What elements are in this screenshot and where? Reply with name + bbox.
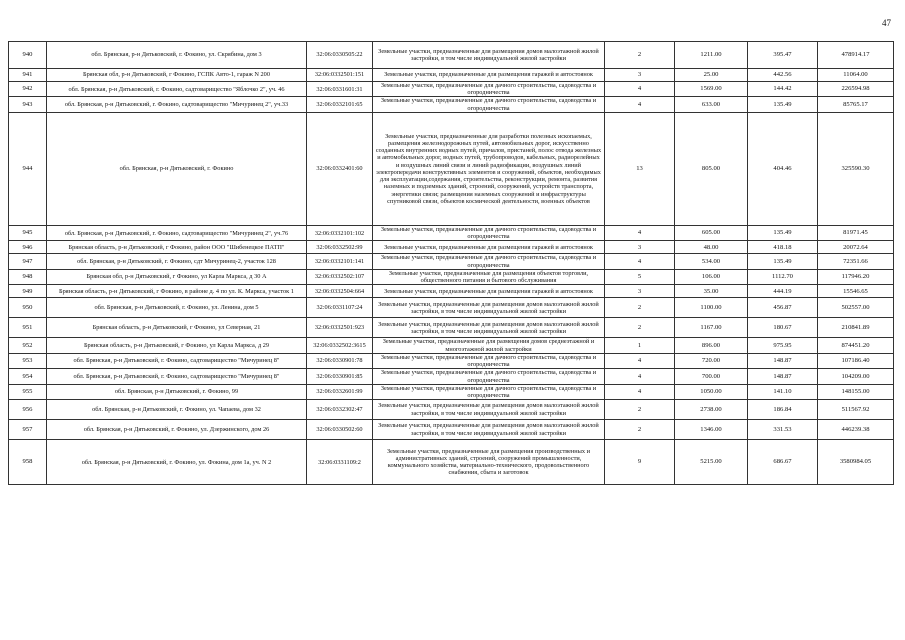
page-number: 47: [882, 18, 891, 28]
address-cell: обл. Брянская, р-н Дятьковский, г. Фокино: [47, 112, 307, 225]
row-number-cell: 958: [9, 440, 47, 485]
cadastral-number-cell: 32:06:0332101:65: [307, 97, 373, 112]
specific-value-cell: 1112.70: [748, 269, 818, 284]
area-cell: 1050.00: [675, 384, 748, 399]
cadastral-number-cell: 32:06:0332401:60: [307, 112, 373, 225]
row-number-cell: 942: [9, 82, 47, 97]
cadastral-value-cell: 874451.20: [818, 338, 894, 353]
cadastral-number-cell: 32:06:0332501:923: [307, 318, 373, 338]
area-cell: 896.00: [675, 338, 748, 353]
cadastral-value-cell: 511567.92: [818, 400, 894, 420]
land-use-cell: Земельные участки, предназначенные для размещения домов среднеэтажной и многоэтажной жилой застройки: [373, 338, 605, 353]
cadastral-number-cell: 32:06:0332502:3615: [307, 338, 373, 353]
table-row: [9, 97, 894, 112]
row-number-cell: 945: [9, 225, 47, 240]
land-use-cell: Земельные участки, предназначенные для размещения домов малоэтажной жилой застройки, в том числе индивидуальной жилой застройки: [373, 298, 605, 318]
specific-value-cell: 418.18: [748, 241, 818, 254]
cadastral-number-cell: 32:06:0332101:141: [307, 254, 373, 269]
address-cell: Брянская обл, р-н Дятьковский, г Фокино, ГСПК Авто-1, гараж N 200: [47, 69, 307, 82]
table-row: [9, 440, 894, 485]
table-row: [9, 112, 894, 225]
land-use-cell: Земельные участки, предназначенные для размещения гаражей и автостоянок: [373, 69, 605, 82]
specific-value-cell: 135.49: [748, 225, 818, 240]
specific-value-cell: 442.56: [748, 69, 818, 82]
table-row: [9, 338, 894, 353]
area-cell: 1569.00: [675, 82, 748, 97]
area-cell: 633.00: [675, 97, 748, 112]
address-cell: Брянская область, р-н Дятьковский, г Фокино, ул Северная, 21: [47, 318, 307, 338]
cadastral-number-cell: 32:06:0332502:99: [307, 241, 373, 254]
land-use-cell: Земельные участки, предназначенные для дачного строительства, садоводства и огородничества: [373, 82, 605, 97]
land-use-cell: Земельные участки, предназначенные для дачного строительства, садоводства и огородничества: [373, 97, 605, 112]
use-group-cell: 4: [605, 82, 675, 97]
use-group-cell: 2: [605, 400, 675, 420]
row-number-cell: 941: [9, 69, 47, 82]
table-row: [9, 298, 894, 318]
cadastral-value-cell: 81971.45: [818, 225, 894, 240]
row-number-cell: 953: [9, 353, 47, 368]
cadastral-value-cell: 226594.98: [818, 82, 894, 97]
table-row: [9, 384, 894, 399]
area-cell: 720.00: [675, 353, 748, 368]
row-number-cell: 950: [9, 298, 47, 318]
land-use-cell: Земельные участки, предназначенные для размещения гаражей и автостоянок: [373, 285, 605, 298]
table-row: [9, 400, 894, 420]
cadastral-value-cell: 85765.17: [818, 97, 894, 112]
land-use-cell: Земельные участки, предназначенные для размещения домов малоэтажной жилой застройки, в том числе индивидуальной жилой застройки: [373, 42, 605, 69]
row-number-cell: 944: [9, 112, 47, 225]
area-cell: 1346.00: [675, 420, 748, 440]
specific-value-cell: 456.87: [748, 298, 818, 318]
table-row: [9, 42, 894, 69]
row-number-cell: 946: [9, 241, 47, 254]
cadastral-number-cell: 32:06:0332501:151: [307, 69, 373, 82]
land-use-cell: Земельные участки, предназначенные для дачного строительства, садоводства и огородничества: [373, 384, 605, 399]
address-cell: обл. Брянская, р-н Дятьковский, г. Фокино, садтоварищество "Мичуринец 8": [47, 353, 307, 368]
area-cell: 1100.00: [675, 298, 748, 318]
table-row: [9, 82, 894, 97]
address-cell: обл. Брянская, р-н Дятьковский, г. Фокино, садтоварищество "Мичуринец 8": [47, 369, 307, 384]
address-cell: Брянская область, р-н Дятьковский, г Фокино, в районе д. 4 по ул. К. Маркса, участок 1: [47, 285, 307, 298]
cadastral-value-table: [8, 41, 894, 485]
use-group-cell: 2: [605, 298, 675, 318]
use-group-cell: 4: [605, 254, 675, 269]
cadastral-number-cell: 32:06:0332601:99: [307, 384, 373, 399]
area-cell: 48.00: [675, 241, 748, 254]
area-cell: 5215.00: [675, 440, 748, 485]
specific-value-cell: 395.47: [748, 42, 818, 69]
row-number-cell: 951: [9, 318, 47, 338]
cadastral-value-cell: 210841.89: [818, 318, 894, 338]
row-number-cell: 940: [9, 42, 47, 69]
cadastral-value-cell: 478914.17: [818, 42, 894, 69]
land-use-cell: Земельные участки, предназначенные для размещения объектов торговли, общественного питания и бытового обслуживания: [373, 269, 605, 284]
land-use-cell: Земельные участки, предназначенные для дачного строительства, садоводства и огородничества: [373, 254, 605, 269]
cadastral-value-cell: 107186.40: [818, 353, 894, 368]
specific-value-cell: 686.67: [748, 440, 818, 485]
specific-value-cell: 186.84: [748, 400, 818, 420]
area-cell: 534.00: [675, 254, 748, 269]
area-cell: 35.00: [675, 285, 748, 298]
area-cell: 2738.00: [675, 400, 748, 420]
specific-value-cell: 331.53: [748, 420, 818, 440]
row-number-cell: 954: [9, 369, 47, 384]
table-body: [9, 42, 894, 485]
row-number-cell: 955: [9, 384, 47, 399]
cadastral-value-cell: 148155.00: [818, 384, 894, 399]
address-cell: обл. Брянская, р-н Дятьковский, г. Фокино, 99: [47, 384, 307, 399]
specific-value-cell: 148.87: [748, 369, 818, 384]
table-row: [9, 318, 894, 338]
use-group-cell: 3: [605, 241, 675, 254]
address-cell: Брянская область, р-н Дятьковский, г Фокино, ул Карла Маркса, д 29: [47, 338, 307, 353]
land-use-cell: Земельные участки, предназначенные для размещения производственных и административных зданий, строений, сооружений промышленности, коммунального хозяйства, материально-технического, продовольственного снабжения, сбыта и заготовок: [373, 440, 605, 485]
specific-value-cell: 148.87: [748, 353, 818, 368]
table-row: [9, 254, 894, 269]
address-cell: обл. Брянская, р-н Дятьковский, г. Фокино, ул. Скрябина, дом 3: [47, 42, 307, 69]
area-cell: 700.00: [675, 369, 748, 384]
address-cell: Брянская область, р-н Дятьковский, г Фокино, район ООО "Шибенецкое ПАТП": [47, 241, 307, 254]
land-use-cell: Земельные участки, предназначенные для размещения домов малоэтажной жилой застройки, в том числе индивидуальной жилой застройки: [373, 318, 605, 338]
cadastral-number-cell: 32:06:0330901:85: [307, 369, 373, 384]
cadastral-number-cell: 32:06:0332302:47: [307, 400, 373, 420]
cadastral-value-cell: 502557.00: [818, 298, 894, 318]
address-cell: обл. Брянская, р-н Дятьковский, г. Фокино, сдт Мичуринец-2, участок 128: [47, 254, 307, 269]
cadastral-value-cell: 3580984.05: [818, 440, 894, 485]
land-use-cell: Земельные участки, предназначенные для разработки полезных ископаемых, размещения железнодорожных путей, автомобильных дорог, искусственно созданных внутренних водных путей, причалов, пристаней, полос отвода железных и автомобильных дорог, водных путей, трубопроводов, кабельных, радиорелейных и воздушных линий связи и линий радиофикации, воздушных линий электропередачи конструктивных элементов и сооружений, объектов, необходимых для эксплуатации,содержания, строительства, реконструкции, ремонта, развития наземных и подземных зданий, строений, сооружений, устройств транспорта, энергетики связи; размещения наземных сооружений и инфраструктуры спутниковой связи, объектов космической деятельности, военных объектов: [373, 112, 605, 225]
cadastral-number-cell: 32:06:0330901:78: [307, 353, 373, 368]
area-cell: 25.00: [675, 69, 748, 82]
specific-value-cell: 141.10: [748, 384, 818, 399]
table-row: [9, 420, 894, 440]
table-row: [9, 241, 894, 254]
row-number-cell: 947: [9, 254, 47, 269]
table-row: [9, 69, 894, 82]
area-cell: 1167.00: [675, 318, 748, 338]
cadastral-value-cell: 72351.66: [818, 254, 894, 269]
address-cell: обл. Брянская, р-н Дятьковский, г. Фокино, ул. Фокина, дом 1а, уч. N 2: [47, 440, 307, 485]
specific-value-cell: 135.49: [748, 254, 818, 269]
table-row: [9, 269, 894, 284]
cadastral-value-cell: 15546.65: [818, 285, 894, 298]
address-cell: обл. Брянская, р-н Дятьковский, г. Фокино, садтоварищество "Мичуринец 2", уч.33: [47, 97, 307, 112]
cadastral-number-cell: 32:06:0330502:60: [307, 420, 373, 440]
area-cell: 106.00: [675, 269, 748, 284]
row-number-cell: 949: [9, 285, 47, 298]
use-group-cell: 4: [605, 384, 675, 399]
row-number-cell: 948: [9, 269, 47, 284]
use-group-cell: 4: [605, 97, 675, 112]
address-cell: обл. Брянская, р-н Дятьковский, г. Фокино, садтоварищество "Яблочко 2", уч. 46: [47, 82, 307, 97]
use-group-cell: 3: [605, 69, 675, 82]
cadastral-value-cell: 11064.00: [818, 69, 894, 82]
area-cell: 805.00: [675, 112, 748, 225]
land-use-cell: Земельные участки, предназначенные для дачного строительства, садоводства и огородничества: [373, 369, 605, 384]
land-use-cell: Земельные участки, предназначенные для дачного строительства, садоводства и огородничества: [373, 353, 605, 368]
address-cell: обл. Брянская, р-н Дятьковский, г. Фокино, садтоварищество "Мичуринец 2", уч.76: [47, 225, 307, 240]
cadastral-value-cell: 325590.30: [818, 112, 894, 225]
specific-value-cell: 975.95: [748, 338, 818, 353]
use-group-cell: 5: [605, 269, 675, 284]
cadastral-value-cell: 446239.38: [818, 420, 894, 440]
cadastral-number-cell: 32:06:0330505:22: [307, 42, 373, 69]
cadastral-number-cell: 32:06:0331601:31: [307, 82, 373, 97]
use-group-cell: 1: [605, 338, 675, 353]
use-group-cell: 3: [605, 285, 675, 298]
cadastral-number-cell: 32:06:0331107:24: [307, 298, 373, 318]
land-use-cell: Земельные участки, предназначенные для размещения домов малоэтажной жилой застройки, в том числе индивидуальной жилой застройки: [373, 400, 605, 420]
area-cell: 1211.00: [675, 42, 748, 69]
land-use-cell: Земельные участки, предназначенные для дачного строительства, садоводства и огородничества: [373, 225, 605, 240]
land-use-cell: Земельные участки, предназначенные для размещения домов малоэтажной жилой застройки, в том числе индивидуальной жилой застройки: [373, 420, 605, 440]
use-group-cell: 9: [605, 440, 675, 485]
use-group-cell: 4: [605, 225, 675, 240]
cadastral-number-cell: 32:06:0332101:102: [307, 225, 373, 240]
use-group-cell: 2: [605, 42, 675, 69]
address-cell: Брянская обл, р-н Дятьковский, г Фокино, ул Карла Маркса, д 30 А: [47, 269, 307, 284]
specific-value-cell: 144.42: [748, 82, 818, 97]
table-row: [9, 369, 894, 384]
use-group-cell: 2: [605, 318, 675, 338]
row-number-cell: 957: [9, 420, 47, 440]
area-cell: 605.00: [675, 225, 748, 240]
specific-value-cell: 404.46: [748, 112, 818, 225]
table-row: [9, 225, 894, 240]
land-use-cell: Земельные участки, предназначенные для размещения гаражей и автостоянок: [373, 241, 605, 254]
cadastral-number-cell: 32:06:0331109:2: [307, 440, 373, 485]
specific-value-cell: 135.49: [748, 97, 818, 112]
use-group-cell: 4: [605, 369, 675, 384]
table-row: [9, 285, 894, 298]
cadastral-value-cell: 117946.20: [818, 269, 894, 284]
address-cell: обл. Брянская, р-н Дятьковский, г. Фокино, ул. Дзержинского, дом 26: [47, 420, 307, 440]
table-row: [9, 353, 894, 368]
cadastral-value-cell: 20072.64: [818, 241, 894, 254]
use-group-cell: 4: [605, 353, 675, 368]
row-number-cell: 943: [9, 97, 47, 112]
address-cell: обл. Брянская, р-н Дятьковский, г. Фокино, ул. Чапаева, дом 32: [47, 400, 307, 420]
address-cell: обл. Брянская, р-н Дятьковский, г. Фокино, ул. Ленина, дом 5: [47, 298, 307, 318]
cadastral-number-cell: 32:06:0332504:664: [307, 285, 373, 298]
specific-value-cell: 180.67: [748, 318, 818, 338]
use-group-cell: 2: [605, 420, 675, 440]
row-number-cell: 952: [9, 338, 47, 353]
row-number-cell: 956: [9, 400, 47, 420]
use-group-cell: 13: [605, 112, 675, 225]
cadastral-value-cell: 104209.00: [818, 369, 894, 384]
specific-value-cell: 444.19: [748, 285, 818, 298]
cadastral-number-cell: 32:06:0332502:107: [307, 269, 373, 284]
